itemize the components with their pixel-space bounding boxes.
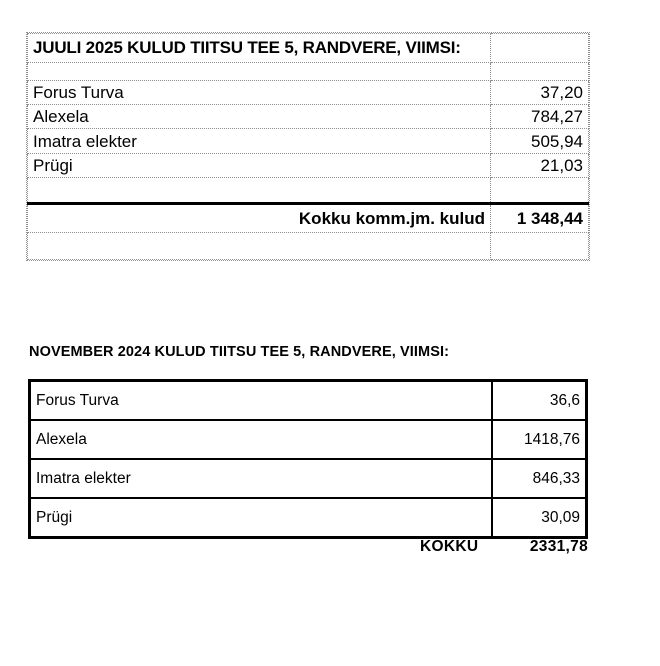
spacer-cell-value bbox=[491, 62, 589, 80]
row-value-prugi: 21,03 bbox=[491, 153, 589, 177]
row-label-imatra-elekter-2024: Imatra elekter bbox=[30, 459, 492, 498]
gap-cell-value bbox=[491, 178, 589, 203]
table-july-2025 bbox=[27, 33, 589, 260]
row-value-forus-turva: 37,20 bbox=[491, 80, 589, 104]
table2-total-value: 2331,78 bbox=[529, 538, 588, 555]
table-row bbox=[30, 420, 587, 459]
table-row bbox=[30, 381, 587, 421]
row-label-alexela: Alexela bbox=[28, 105, 491, 129]
table1-title-spill bbox=[491, 34, 589, 63]
table2-title: NOVEMBER 2024 KULUD TIITSU TEE 5, RANDVERE, VIIMSI: bbox=[29, 344, 450, 360]
table-row-spacer bbox=[28, 178, 589, 203]
table-november-2024 bbox=[28, 379, 588, 539]
gap-cell-label bbox=[28, 178, 491, 203]
table2-total-row bbox=[420, 538, 588, 556]
row-value-forus-turva-2024: 36,6 bbox=[492, 381, 587, 421]
expenses-table-november-2024 bbox=[28, 379, 585, 529]
total-label: Kokku komm.jm. kulud bbox=[28, 203, 491, 233]
table2-total-label: KOKKU bbox=[420, 538, 479, 555]
row-value-alexela-2024: 1418,76 bbox=[492, 420, 587, 459]
table-total-row bbox=[28, 203, 589, 233]
table-row bbox=[30, 498, 587, 538]
expenses-table-july-2025 bbox=[27, 33, 588, 260]
row-value-imatra-elekter: 505,94 bbox=[491, 129, 589, 153]
spacer-cell-label bbox=[28, 62, 491, 80]
end-cell-label bbox=[28, 233, 491, 260]
row-label-prugi-2024: Prügi bbox=[30, 498, 492, 538]
row-label-forus-turva-2024: Forus Turva bbox=[30, 381, 492, 421]
row-label-alexela-2024: Alexela bbox=[30, 420, 492, 459]
row-label-forus-turva: Forus Turva bbox=[28, 80, 491, 104]
end-cell-value bbox=[491, 233, 589, 260]
table-row-spacer bbox=[28, 62, 589, 80]
table-row bbox=[28, 153, 589, 177]
table-row bbox=[28, 34, 589, 63]
table-row bbox=[28, 80, 589, 104]
table-row bbox=[28, 129, 589, 153]
row-value-prugi-2024: 30,09 bbox=[492, 498, 587, 538]
table1-title: JUULI 2025 KULUD TIITSU TEE 5, RANDVERE, VIIMSI: bbox=[28, 34, 491, 63]
row-label-imatra-elekter: Imatra elekter bbox=[28, 129, 491, 153]
table-row bbox=[28, 105, 589, 129]
row-value-alexela: 784,27 bbox=[491, 105, 589, 129]
table-row bbox=[30, 459, 587, 498]
total-value: 1 348,44 bbox=[491, 203, 589, 233]
row-label-prugi: Prügi bbox=[28, 153, 491, 177]
row-value-imatra-elekter-2024: 846,33 bbox=[492, 459, 587, 498]
table-row-spacer bbox=[28, 233, 589, 260]
